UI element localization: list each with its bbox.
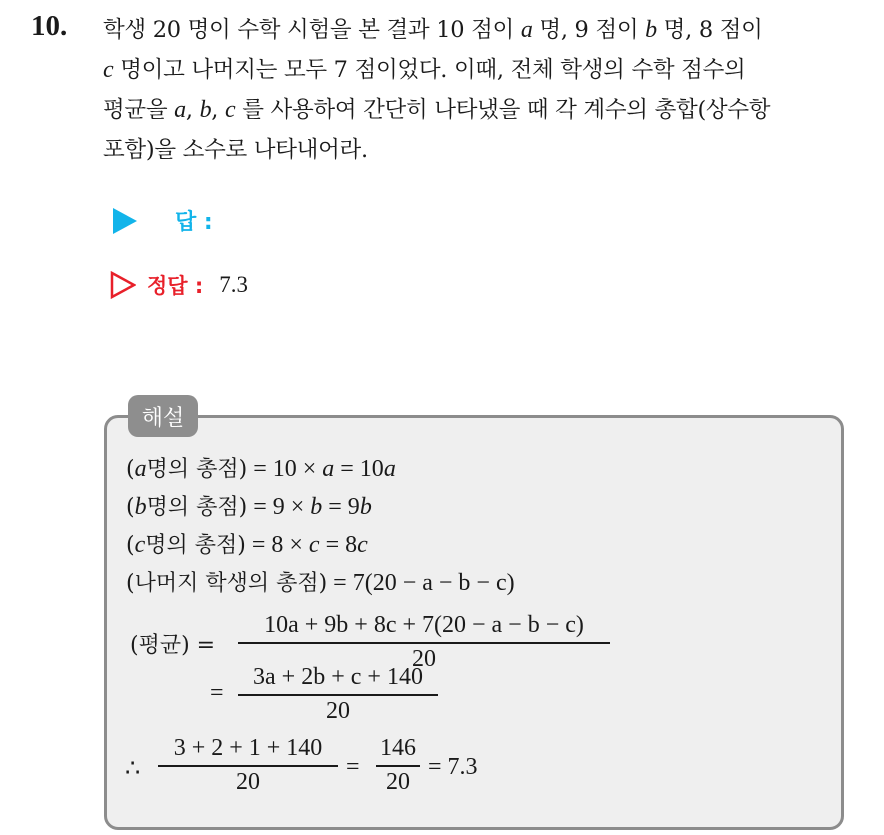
fraction-3-denominator: 20 bbox=[236, 768, 260, 795]
solution-tab: 해설 bbox=[128, 395, 198, 437]
solution-line-c: (c명의 총점) = 8 × c = 8c bbox=[126, 532, 368, 558]
fraction-4-denominator: 20 bbox=[386, 768, 410, 795]
fraction-3-numerator: 3 + 2 + 1 + 140 bbox=[173, 735, 323, 761]
fraction-1-denominator: 20 bbox=[412, 645, 436, 672]
final-result: = 7.3 bbox=[428, 754, 478, 780]
fraction-2 bbox=[238, 664, 438, 725]
answer-label: 답 : bbox=[175, 210, 213, 235]
question-line-4: 포함)을 소수로 나타내어라. bbox=[103, 137, 368, 163]
answer-row[interactable] bbox=[113, 205, 213, 236]
average-label: (평균) = bbox=[130, 633, 216, 658]
fraction-4-bar bbox=[376, 765, 420, 767]
question-line-1: 학생 20 명이 수학 시험을 본 결과 10 점이 a 명, 9 점이 b 명, 8 점이 bbox=[103, 17, 763, 43]
solution-line-rest: (나머지 학생의 총점) = 7(20 − a − b − c) bbox=[126, 570, 515, 596]
fraction-3-bar bbox=[158, 765, 338, 767]
question-text bbox=[103, 10, 863, 170]
fraction-2-bar bbox=[238, 694, 438, 696]
correct-answer-label: 정답 : bbox=[147, 274, 204, 298]
play-triangle-icon bbox=[113, 208, 137, 234]
fraction-4 bbox=[376, 735, 420, 796]
question-number: 10. bbox=[31, 10, 68, 42]
question-line-2: c 명이고 나머지는 모두 7 점이었다. 이때, 전체 학생의 수학 점수의 bbox=[103, 57, 746, 83]
question-line-3: 평균을 a, b, c 를 사용하여 간단히 나타냈을 때 각 계수의 총합(상수항 bbox=[103, 97, 771, 123]
fraction-4-numerator: 146 bbox=[380, 735, 416, 761]
fraction-1-numerator: 10a + 9b + 8c + 7(20 − a − b − c) bbox=[264, 612, 584, 638]
fraction-3 bbox=[158, 735, 338, 796]
fraction-2-denominator: 20 bbox=[326, 697, 350, 724]
therefore-symbol: ∴ bbox=[125, 756, 141, 782]
outline-triangle-icon bbox=[110, 271, 136, 299]
correct-answer-row bbox=[110, 270, 248, 300]
fraction-2-numerator: 3a + 2b + c + 140 bbox=[253, 664, 423, 690]
equals-sign-3: = bbox=[346, 754, 360, 780]
correct-answer-value: 7.3 bbox=[219, 272, 249, 297]
equals-sign-2: = bbox=[210, 680, 224, 706]
fraction-1-bar bbox=[238, 642, 610, 644]
solution-line-b: (b명의 총점) = 9 × b = 9b bbox=[126, 494, 372, 520]
solution-line-a: (a명의 총점) = 10 × a = 10a bbox=[126, 456, 396, 482]
